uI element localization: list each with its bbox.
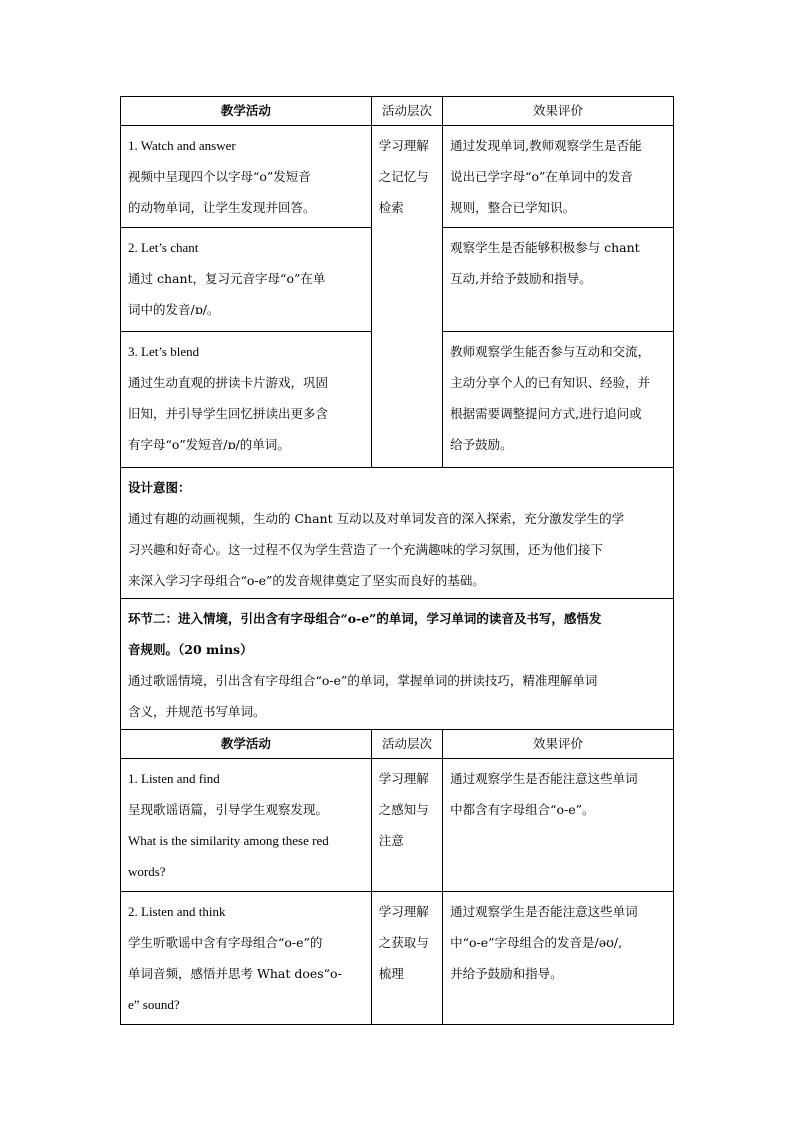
activity-title: 1. Watch and answer <box>128 138 236 153</box>
design-intent-text: 通过有趣的动画视频，生动的 Chant 互动以及对单词发音的深入探索，充分激发学生的学 <box>128 511 625 526</box>
design-intent-text: 来深入学习字母组合“o-e”的发音规律奠定了坚实而良好的基础。 <box>128 573 485 588</box>
activity-cell <box>121 332 372 468</box>
level-text: 梳理 <box>378 966 404 981</box>
activity-text: 通过 chant，复习元音字母“o”在单 <box>128 271 326 286</box>
activity-cell <box>121 126 372 228</box>
evaluation-text: 说出已学字母“o”在单词中的发音 <box>450 169 633 184</box>
design-intent-label: 设计意图： <box>128 480 191 495</box>
activity-text: 视频中呈现四个以字母“o”发短音 <box>128 169 311 184</box>
evaluation-text: 规则，整合已学知识。 <box>450 200 576 215</box>
evaluation-text: 通过观察学生是否能注意这些单词 <box>450 771 638 786</box>
activity-text: 通过生动直观的拼读卡片游戏，巩固 <box>128 375 329 390</box>
level-text: 之获取与 <box>378 935 429 950</box>
table1-header-row <box>121 97 674 126</box>
section2-cell <box>121 599 674 730</box>
activity-text: 旧知，并引导学生回忆拼读出更多含 <box>128 406 329 421</box>
lesson-table <box>120 96 674 1025</box>
evaluation-cell <box>443 892 674 1025</box>
activity-title: 2. Let’s chant <box>128 240 199 255</box>
activity-title: 3. Let’s blend <box>128 344 200 359</box>
activity-text: 呈现歌谣语篇，引导学生观察发现。 <box>128 802 329 817</box>
header-evaluation: 效果评价 <box>443 97 674 126</box>
level-cell <box>371 892 442 1025</box>
design-intent-row <box>121 468 674 599</box>
header-evaluation: 效果评价 <box>443 730 674 759</box>
evaluation-text: 根据需要调整提问方式,进行追问或 <box>450 406 642 421</box>
evaluation-text: 通过发现单词,教师观察学生是否能 <box>450 138 642 153</box>
table1-row <box>121 126 674 228</box>
section2-description: 通过歌谣情境，引出含有字母组合“o-e”的单词，掌握单词的拼读技巧，精准理解单词 <box>128 673 598 688</box>
evaluation-text: 并给予鼓励和指导。 <box>450 966 563 981</box>
evaluation-text: 主动分享个人的已有知识、经验，并 <box>450 375 651 390</box>
activity-text: What is the similarity among these red <box>128 833 329 848</box>
header-activity: 教学活动 <box>121 97 372 126</box>
evaluation-text: 教师观察学生能否参与互动和交流， <box>450 344 651 359</box>
level-text: 学习理解 <box>378 771 429 786</box>
design-intent-text: 习兴趣和好奇心。这一过程不仅为学生营造了一个充满趣味的学习氛围，还为他们接下 <box>128 542 604 557</box>
design-intent-cell <box>121 468 674 599</box>
table2-header-row <box>121 730 674 759</box>
activity-text: 学生听歌谣中含有字母组合“o-e”的 <box>128 935 323 950</box>
evaluation-text: 观察学生是否能够积极参与 chant <box>450 240 640 255</box>
section2-description: 含义，并规范书写单词。 <box>128 704 266 719</box>
activity-cell <box>121 759 372 892</box>
table2-row <box>121 892 674 1025</box>
evaluation-cell <box>443 759 674 892</box>
evaluation-text: 互动,并给予鼓励和指导。 <box>450 271 592 286</box>
activity-text: 单词音频，感悟并思考 What does“o- <box>128 966 342 981</box>
level-text: 之感知与 <box>378 802 429 817</box>
evaluation-cell <box>443 228 674 332</box>
evaluation-text: 中都含有字母组合“o-e”。 <box>450 802 595 817</box>
section2-title: 环节二：进入情境，引出含有字母组合“o-e”的单词，学习单词的读音及书写，感悟发 <box>128 611 602 626</box>
lesson-plan-page <box>120 96 674 1025</box>
level-cell <box>371 759 442 892</box>
header-level: 活动层次 <box>371 97 442 126</box>
level-text: 之记忆与 <box>378 169 429 184</box>
evaluation-cell <box>443 126 674 228</box>
level-cell <box>371 126 442 468</box>
activity-title: 1. Listen and find <box>128 771 220 786</box>
activity-title: 2. Listen and think <box>128 904 226 919</box>
level-text: 检索 <box>378 200 404 215</box>
evaluation-text: 给予鼓励。 <box>450 437 513 452</box>
evaluation-text: 通过观察学生是否能注意这些单词 <box>450 904 638 919</box>
activity-cell <box>121 228 372 332</box>
header-activity: 教学活动 <box>121 730 372 759</box>
level-text: 学习理解 <box>378 138 429 153</box>
activity-text: 词中的发音/ɒ/。 <box>128 302 220 317</box>
evaluation-cell <box>443 332 674 468</box>
activity-cell <box>121 892 372 1025</box>
activity-text: words? <box>128 864 166 879</box>
level-text: 注意 <box>378 833 404 848</box>
activity-text: 的动物单词，让学生发现并回答。 <box>128 200 316 215</box>
section2-title: 音规则。（20 mins） <box>128 642 253 657</box>
header-level: 活动层次 <box>371 730 442 759</box>
activity-text: 有字母“o”发短音/ɒ/的单词。 <box>128 437 290 452</box>
activity-text: e” sound? <box>128 997 180 1012</box>
table2-row <box>121 759 674 892</box>
evaluation-text: 中“o-e”字母组合的发音是/əʊ/, <box>450 935 623 950</box>
level-text: 学习理解 <box>378 904 429 919</box>
section2-row <box>121 599 674 730</box>
